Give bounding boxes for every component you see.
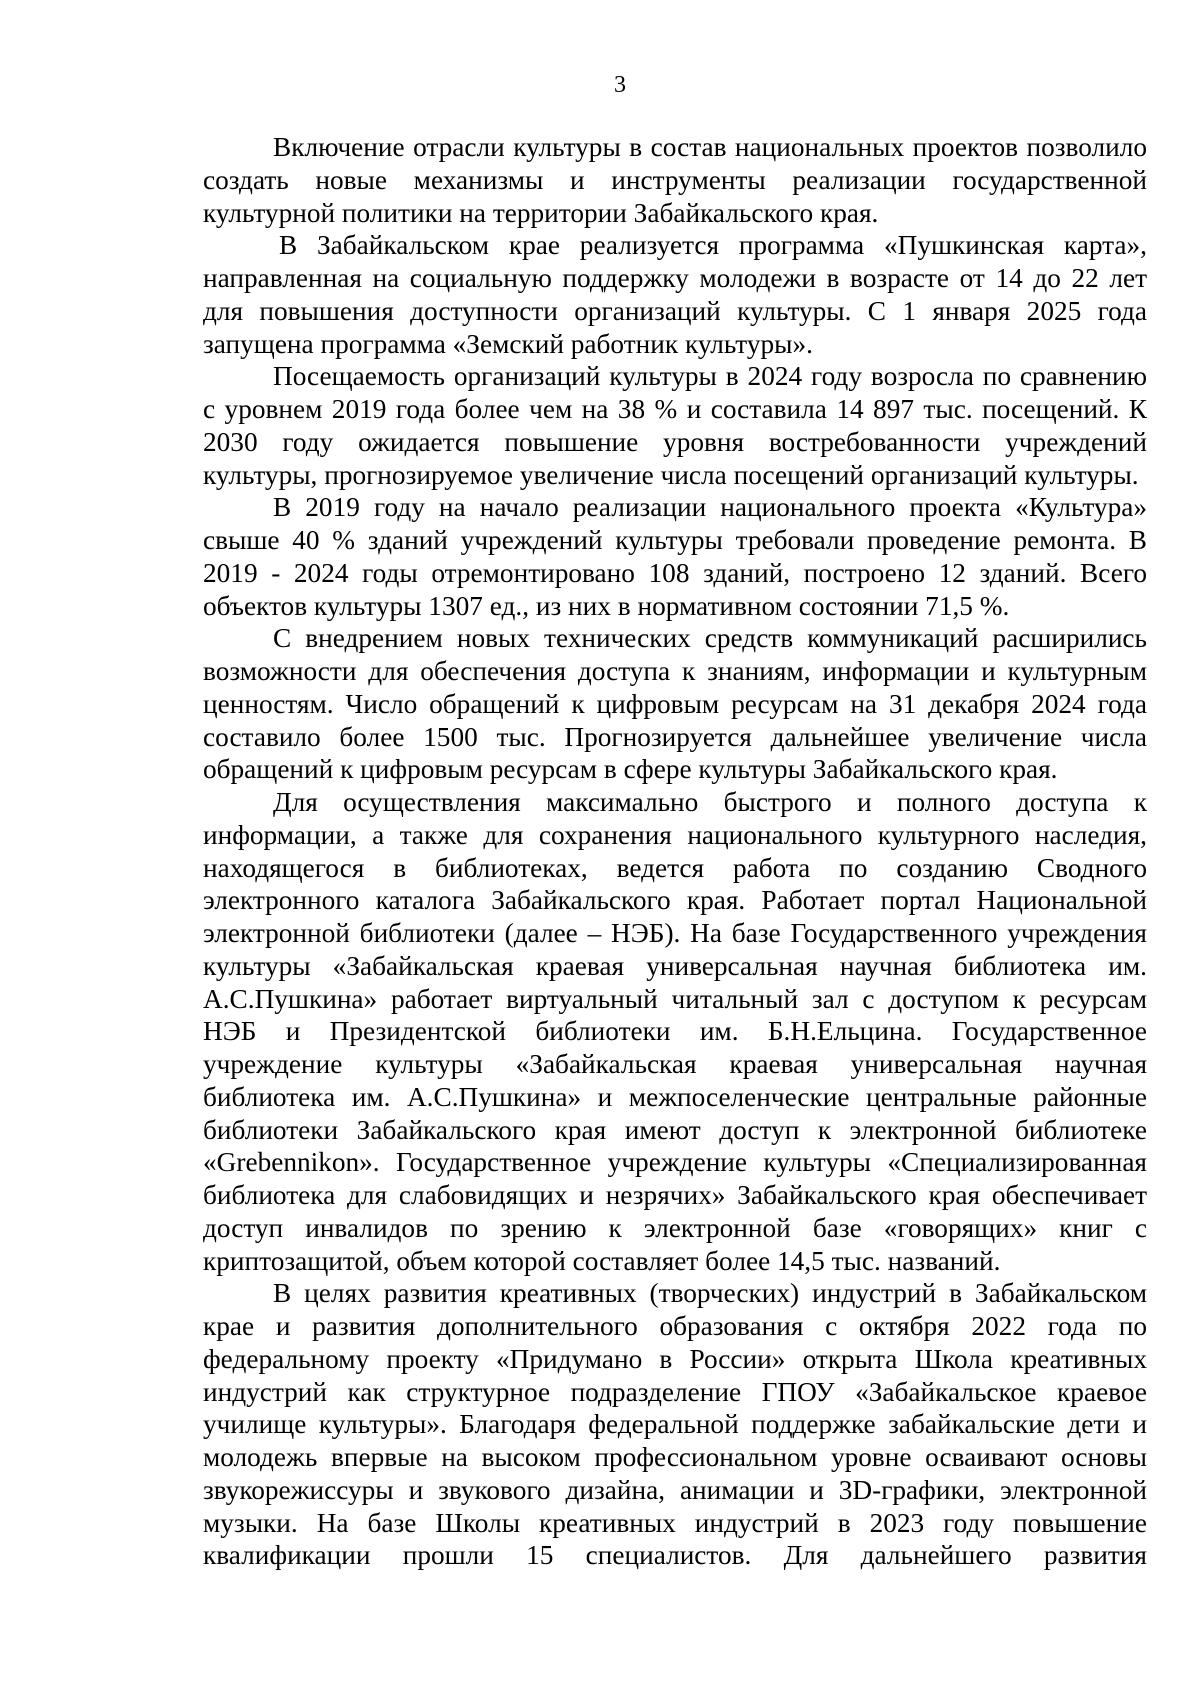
paragraph-libraries-access: Для осуществления максимально быстрого и полного доступа к информации, а также для сохранения национального культурного наследия, находящегося в библиотеках, ведется работа по созданию Сводного электронного каталога Забайкальского края. Работает портал Национальной электронной библиотеки (далее – НЭБ). На базе Государственного учреждения культуры «Забайкальская краевая универсальная научная библиотека им. А.С.Пушкина» работает виртуальный читальный зал с доступом к ресурсам НЭБ и Президентской библиотеки им. Б.Н.Ельцина. Государственное учреждение культуры «Забайкальская краевая универсальная научная библиотека им. А.С.Пушкина» и межпоселенческие центральные районные библиотеки Забайкальского края имеют доступ к электронной библиотеке «Grebennikon». Государственное учреждение культуры «Специализированная библиотека для слабовидящих и незрячих» Забайкальского края обеспечивает доступ инвалидов по зрению к электронной базе «говорящих» книг с криптозащитой, объем которой составляет более 14,5 тыс. названий. [203,787,1147,1276]
paragraph-culture-national-projects: Включение отрасли культуры в состав национальных проектов позволило создать новые механизмы и инструменты реализации государственной культурной политики на территории Забайкальского края. [203,132,1147,228]
paragraph-pushkin-card: В Забайкальском крае реализуется программа «Пушкинская карта», направленная на социальную поддержку молодежи в возрасте от 14 до 22 лет для повышения доступности организаций культуры. С 1 января 2025 года запущена программа «Земский работник культуры». [203,230,1147,359]
paragraph-buildings-repair: В 2019 году на начало реализации национального проекта «Культура» свыше 40 % зданий учреждений культуры требовали проведение ремонта. В 2019 - 2024 годы отремонтировано 108 зданий, построено 12 зданий. Всего объектов культуры 1307 ед., из них в нормативном состоянии 71,5 %. [203,492,1147,621]
document-body [203,131,1147,1572]
page-number: 3 [614,72,626,98]
paragraph-attendance: Посещаемость организаций культуры в 2024 году возросла по сравнению с уровнем 2019 года более чем на 38 % и составила 14 897 тыс. посещений. К 2030 году ожидается повышение уровня востребованности учреждений культуры, прогнозируемое увеличение числа посещений организаций культуры. [203,361,1147,490]
paragraph-creative-industries: В целях развития креативных (творческих) индустрий в Забайкальском крае и развития дополнительного образования с октября 2022 года по федеральному проекту «Придумано в России» открыта Школа креативных индустрий как структурное подразделение ГПОУ «Забайкальское краевое училище культуры». Благодаря федеральной поддержке забайкальские дети и молодежь впервые на высоком профессиональном уровне осваивают основы звукорежиссуры и звукового дизайна, анимации и 3D-графики, электронной музыки. На базе Школы креативных индустрий в 2023 году повышение квалификации прошли 15 специалистов. Для дальнейшего развития [203,1278,1147,1571]
paragraph-digital-resources: С внедрением новых технических средств коммуникаций расширились возможности для обеспечения доступа к знаниям, информации и культурным ценностям. Число обращений к цифровым ресурсам на 31 декабря 2024 года составило более 1500 тыс. Прогнозируется дальнейшее увеличение числа обращений к цифровым ресурсам в сфере культуры Забайкальского края. [203,623,1147,785]
